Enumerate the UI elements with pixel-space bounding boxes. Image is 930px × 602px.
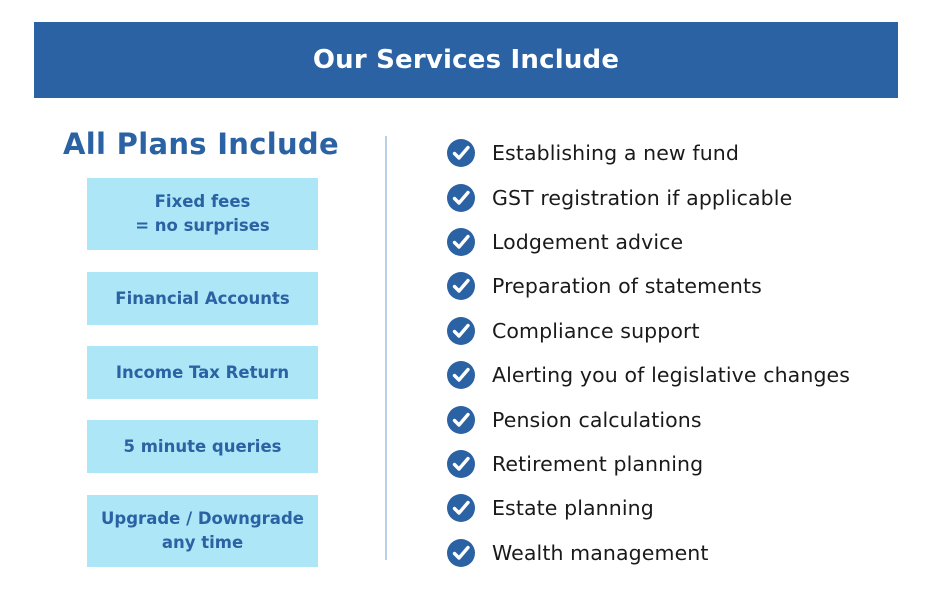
service-item (446, 397, 850, 441)
check-badge-icon (446, 271, 476, 301)
service-item (446, 531, 850, 575)
plan-box-label: Financial Accounts (115, 288, 290, 308)
plan-box-financial-accounts (87, 272, 318, 325)
check-badge-icon (446, 227, 476, 257)
service-label: Estate planning (492, 496, 654, 521)
check-badge-icon (446, 405, 476, 435)
service-item (446, 486, 850, 530)
service-label: Lodgement advice (492, 229, 684, 254)
service-item (446, 264, 850, 308)
services-banner (34, 22, 898, 98)
plan-box-label: Upgrade / Downgrade any time (101, 509, 304, 552)
service-label: Preparation of statements (492, 274, 762, 299)
plan-box-fixed-fees (87, 178, 318, 250)
service-item (446, 309, 850, 353)
plan-box-queries (87, 420, 318, 473)
check-badge-icon (446, 138, 476, 168)
plan-box-label: 5 minute queries (123, 436, 282, 456)
check-badge-icon (446, 538, 476, 568)
column-divider (385, 136, 387, 560)
service-label: Alerting you of legislative changes (492, 363, 851, 388)
check-badge-icon (446, 493, 476, 523)
service-label: Retirement planning (492, 451, 704, 476)
plan-box-income-tax-return (87, 346, 318, 399)
service-label: Wealth management (492, 540, 709, 565)
service-label: Establishing a new fund (492, 141, 740, 166)
check-badge-icon (446, 316, 476, 346)
plan-box-label: Income Tax Return (115, 362, 290, 382)
service-item (446, 220, 850, 264)
service-item (446, 131, 850, 175)
plan-box-upgrade (87, 495, 318, 567)
service-label: Compliance support (492, 318, 700, 343)
plans-column (60, 124, 350, 164)
service-item (446, 442, 850, 486)
plan-box-label: Fixed fees = no surprises (135, 192, 270, 235)
services-list (446, 131, 850, 575)
check-badge-icon (446, 183, 476, 213)
plans-heading: All Plans Include (63, 127, 339, 161)
check-badge-icon (446, 360, 476, 390)
service-label: GST registration if applicable (492, 185, 793, 210)
banner-title: Our Services Include (312, 45, 620, 75)
check-badge-icon (446, 449, 476, 479)
service-label: Pension calculations (492, 407, 702, 432)
service-item (446, 353, 850, 397)
service-item (446, 175, 850, 219)
